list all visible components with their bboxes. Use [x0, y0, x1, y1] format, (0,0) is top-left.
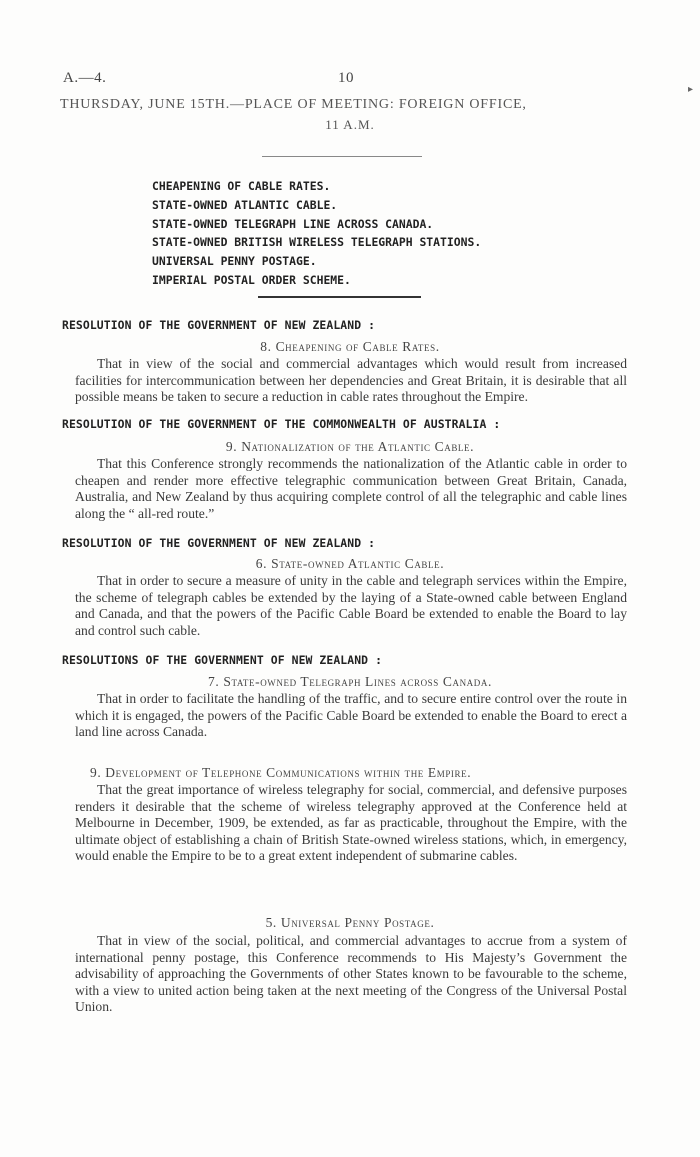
divider-rule-thick	[258, 296, 421, 298]
section-heading: RESOLUTION OF THE GOVERNMENT OF NEW ZEALAND :	[62, 536, 376, 550]
section-heading: RESOLUTIONS OF THE GOVERNMENT OF NEW ZEALAND :	[62, 653, 383, 667]
section-subheading: 9. Development of Telephone Communications within the Empire.	[90, 765, 472, 780]
agenda-item: UNIVERSAL PENNY POSTAGE.	[152, 254, 317, 269]
section-subheading: 7. State-owned Telegraph Lines across Canada.	[208, 674, 492, 689]
section-paragraph: That in view of the social, political, and commercial advantages to accrue from a system of international penny postage, this Conference recommends to His Majesty’s Government the advisability of approaching the Governments of other States known to be favourable to the scheme, with a view to united action being taken at the next meeting of the Congress of the Universal Postal Union.	[75, 933, 627, 1015]
section-paragraph: That the great importance of wireless telegraphy for social, commercial, and defensive purposes renders it desirable that the scheme of wireless telegraphy approved at the Conference held at Melbourne in December, 1909, be extended, as far as practicable, throughout the Empire, with the ultimate object of establishing a chain of British State-owned wireless stations, which, in emergency, would enable the Empire to be to a great extent independent of submarine cables.	[75, 782, 627, 864]
agenda-item: IMPERIAL POSTAL ORDER SCHEME.	[152, 272, 351, 287]
section-paragraph: That in order to facilitate the handling of the traffic, and to secure entire control over the route in which it is engaged, the powers of the Pacific Cable Board be extended to enable the Board to erect a land line across Canada.	[75, 691, 627, 740]
section-subheading: 9. Nationalization of the Atlantic Cable.	[225, 439, 475, 454]
meeting-line: THURSDAY, JUNE 15TH.—PLACE OF MEETING: FOREIGN OFFICE,	[60, 97, 527, 112]
section-subheading: 6. State-owned Atlantic Cable.	[255, 556, 445, 571]
document-reference: A.—4.	[63, 70, 107, 86]
page-number: 10	[338, 70, 354, 86]
agenda-item: CHEAPENING OF CABLE RATES.	[152, 179, 331, 193]
section-heading: RESOLUTION OF THE GOVERNMENT OF NEW ZEALAND :	[62, 318, 376, 332]
section-paragraph: That in view of the social and commercial advantages which would result from increased facilities for intercommunication between her dependencies and Great Britain, it is desirable that all possible means be taken to secure a reduction in cable rates throughout the Empire.	[75, 356, 627, 405]
section-heading: RESOLUTION OF THE GOVERNMENT OF THE COMMONWEALTH OF AUSTRALIA :	[62, 417, 501, 431]
agenda-item: STATE-OWNED TELEGRAPH LINE ACROSS CANADA.	[152, 216, 434, 231]
agenda-list	[152, 177, 481, 290]
section-subheading: 5. Universal Penny Postage.	[265, 915, 435, 930]
section-paragraph: That in order to secure a measure of unity in the cable and telegraph services within the Empire, the scheme of telegraph cables be extended by the laying of a State-owned cable between England and Canada, and that the powers of the Pacific Cable Board be extended to enable the Board to lay and control such cable.	[75, 573, 627, 638]
section-paragraph: That this Conference strongly recommends the nationalization of the Atlantic cable in order to cheapen and render more effective telegraphic communication between Great Britain, Canada, Australia, and New Zealand by thus acquiring complete control of all the telegraphic and cable lines along the “ all-red route.”	[75, 456, 627, 521]
agenda-item: STATE-OWNED BRITISH WIRELESS TELEGRAPH STATIONS.	[152, 235, 482, 250]
meeting-time: 11 A.M.	[325, 117, 375, 132]
divider-rule	[262, 156, 422, 157]
agenda-item: STATE-OWNED ATLANTIC CABLE.	[152, 197, 338, 212]
margin-mark: ▸	[688, 84, 694, 95]
section-subheading: 8. Cheapening of Cable Rates.	[260, 339, 440, 354]
